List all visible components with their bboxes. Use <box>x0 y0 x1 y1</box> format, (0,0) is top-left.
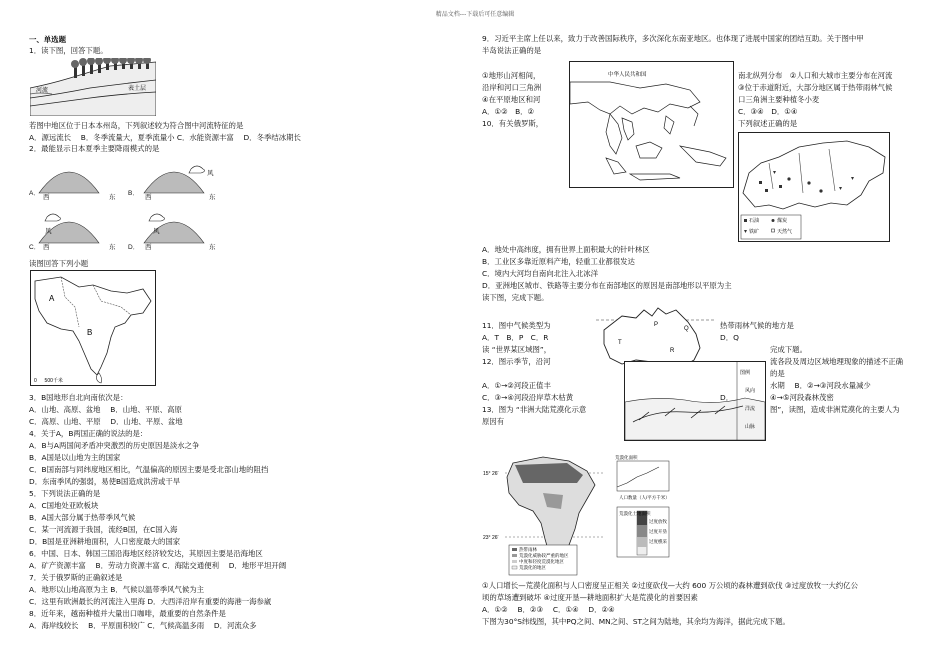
af-bar-legend-1: 过度放牧 <box>649 519 667 524</box>
af-legend-0: 热带雨林 <box>519 547 537 552</box>
q12-opt-d-label: D． <box>720 393 734 402</box>
q12-legend-current: 洋流 <box>745 406 756 412</box>
q2-c-west: 西 <box>43 244 50 251</box>
q12-legend-title: 图例 <box>740 370 751 376</box>
q4-opt-b: B．A国是以山地为主的国家 <box>29 453 121 462</box>
q9-choices-a: A．①② B．② <box>482 107 535 116</box>
q12-legend-wind: 风向 <box>745 388 756 394</box>
se-map-title: 中华人民共和国 <box>608 72 647 78</box>
q12-opt-c: C．③→④河段沿岸草木枯黄 <box>482 393 574 402</box>
q2-d-west: 西 <box>145 244 152 251</box>
q5-opt-a: A．C国地处亚欧板块 <box>29 501 99 510</box>
q5-opt-b: B．A国大部分属于热带季风气候 <box>29 513 136 522</box>
q9-opt-2b: ③位于赤道附近，大部分地区属于热带雨林气候 <box>738 83 893 92</box>
q10-stem: 10．有关俄罗斯， <box>482 119 544 128</box>
q4-opt-d: D．东南季风的强弱，易使B国造成洪涝或干旱 <box>29 477 181 486</box>
q8-options: A．海岸线较长 B．平原面积较广 C．气候高温多雨 D．河流众多 <box>29 621 257 630</box>
ru-legend-1: 煤炭 <box>777 218 788 224</box>
ru-legend-3: 天然气 <box>777 229 793 235</box>
af-bar-legend-0: 荒漠化土地面积 <box>619 511 651 516</box>
q10-opt-b: B．工业区多靠近原料产地，轻重工业都很发达 <box>482 257 635 266</box>
map-label-b: B <box>87 328 93 337</box>
q8-stem: 8．近年来，越南种植并大量出口咖啡，最重要的自然条件是 <box>29 609 226 618</box>
map-label-a: A <box>49 294 55 303</box>
q9-opt-3b: 口三角洲主要种植冬小麦 <box>738 95 820 104</box>
af-lat-1: 15° 26′ <box>483 471 499 477</box>
q2-b-wind: 风 <box>207 170 214 177</box>
aus-label-t: T <box>618 340 622 346</box>
q12-stem-c: 的是 <box>770 369 785 378</box>
q4-stem: 4．关于A，B两国正确的说法的是： <box>29 429 148 438</box>
q2-a-west: 西 <box>43 194 50 201</box>
latitude-question: 下图为30°S纬线图，其中PQ之间、MN之间、ST之间为陆地，其余均为海洋，据此完成下题。 <box>482 617 790 626</box>
q7-opt-ab: A．地形以山地高原为主 B．气候以温带季风气候为主 <box>29 585 205 594</box>
q11-choices: A．T B．P C．R <box>482 333 549 342</box>
q12-opt-d: ④→⑤河段森林茂密 <box>770 393 834 402</box>
af-bar-legend-3: 过度樵采 <box>649 539 667 544</box>
region-river-map <box>624 361 766 441</box>
q13-stem-b: 图”，读图，造成非洲荒漠化的主要人为 <box>770 405 900 414</box>
q4-opt-a: A．B与A两国间矛盾冲突激烈的历史原因是淡水之争 <box>29 441 200 450</box>
q2-c-wind: 风 <box>45 228 52 235</box>
q9-opt-2: 沿岸和河口三角洲 <box>482 83 542 92</box>
q2-b-label: B． <box>128 190 139 197</box>
page-header: 精品文档---下载后可任意编辑 <box>435 11 515 18</box>
af-chart-title: 荒漠化面积 <box>615 455 638 460</box>
q12-opt-a: A．①→②河段正值丰 <box>482 381 551 390</box>
q13-opt-line-1: ①人口增长—荒漠化面积与人口密度呈正相关 ②过度砍伐—大约 600 万公顷的森林遭到砍伐 ③过度放牧一大约亿公 <box>482 581 858 590</box>
q12-legend-mountain: 山脉 <box>745 424 756 430</box>
q11-stem-b: 热带雨林气候的地方是 <box>720 321 794 330</box>
q12-opt-a2: 水期 B．②→③河段水量减少 <box>770 381 871 390</box>
q13-choices: A．①② B．②③ C．①④ D．②④ <box>482 605 615 614</box>
q12-stem-b: 流各段及周边区域地理现象的描述不正确 <box>770 357 904 366</box>
q9-opt-1b: 南北纵列分布 ②人口和大城市主要分布在河流 <box>738 71 893 80</box>
q7-stem: 7．关于俄罗斯的正确叙述是 <box>29 573 123 582</box>
q5-opt-c: C．某一河流源于我国，流经B国，在C国入海 <box>29 525 178 534</box>
q2-d-label: D． <box>128 244 140 251</box>
q2-b-east: 东 <box>209 194 216 201</box>
q2-a-east: 东 <box>109 194 116 201</box>
q6-options: A．矿产资源丰富 B．劳动力资源丰富 C．海陆交通便利 D．地形平坦开阔 <box>29 561 287 570</box>
q5-opt-d: D．B国是亚洲耕地面积，人口密度最大的国家 <box>29 537 181 546</box>
af-legend-1: 荒漠化威胁较严重的地区 <box>519 553 569 558</box>
q1-river-label: 河流 <box>36 88 49 94</box>
q11-stem: 11．图中气候类型为 <box>482 321 551 330</box>
af-lat-2: 23° 26′ <box>483 535 499 541</box>
read-map-instruction: 读下图，完成下题。 <box>482 293 549 302</box>
q12-stem: 12．图示季节，沿河 <box>482 357 551 366</box>
q3-opt-cd: C．高原、山地、平原 D．山地、平原、盆地 <box>29 417 183 426</box>
q1-soil-label: 表土层 <box>128 86 147 92</box>
section-title: 一、单选题 <box>29 35 66 44</box>
q10-opt-a: A．地处中高纬度，拥有世界上面积最大的针叶林区 <box>482 245 650 254</box>
read2-instruction-b: 完成下题。 <box>770 345 807 354</box>
aus-label-r: R <box>670 348 675 354</box>
ru-legend-2: 铁矿 <box>749 229 760 235</box>
q10-opt-c: C．境内大河均自南向北注入北冰洋 <box>482 269 599 278</box>
q2-d-east: 东 <box>209 244 216 251</box>
q2-c-label: C． <box>29 244 41 251</box>
af-legend-3: 荒漠化的地区 <box>519 565 546 570</box>
q1-stem: 1．读下图，回答下题。 <box>29 46 108 55</box>
q9-stem-1: 9．习近平主席上任以来，致力于改善国际秩序，多次深化东南亚地区。也体现了进展中国家的团结互助。关于图中甲 <box>482 34 864 43</box>
af-chart-x: 人口数量（人/平方千米） <box>619 495 670 500</box>
ru-legend-0: 石油 <box>749 218 760 224</box>
russia-map <box>738 132 890 242</box>
q13-stem-c: 原因有 <box>482 417 505 426</box>
q2-stem: 2．最能显示日本夏季主要降雨模式的是 <box>29 144 160 153</box>
aus-label-q: Q <box>684 326 689 332</box>
q5-stem: 5．下列说法正确的是 <box>29 489 101 498</box>
q10-stem-b: 下列叙述正确的是 <box>738 119 798 128</box>
af-bar-legend-2: 过度开垦 <box>649 529 667 534</box>
q6-stem: 6．中国、日本、韩国三国沿海地区经济较发达，其原因主要是沿海地区 <box>29 549 263 558</box>
southeast-asia-map <box>569 61 734 188</box>
q2-d-wind: 风 <box>153 228 160 235</box>
q3-opt-ab: A．山地、高原、盆地 B．山地、平原、高原 <box>29 405 182 414</box>
q9-opt-3: ④在平原地区和河 <box>482 95 541 104</box>
q1-options: A．源远流长 B．冬季流量大，夏季流量小 C．水能资源丰富 D．冬季结冰期长 <box>29 133 301 142</box>
q2-c-east: 东 <box>109 244 116 251</box>
q2-b-west: 西 <box>145 194 152 201</box>
africa-desertification-figure <box>483 453 673 577</box>
read2-instruction: 读 “世界某区域图”， <box>482 345 552 354</box>
south-asia-map <box>30 270 156 386</box>
map-scale: 0 500千米 <box>34 378 63 384</box>
q3-stem: 3．B国地形自北向南依次是： <box>29 393 128 402</box>
q4-opt-c: C．B国南部与同纬度地区相比，气温偏高的原因主要是受北部山地的阻挡 <box>29 465 269 474</box>
q13-stem: 13．图为 “非洲大陆荒漠化示意 <box>482 405 587 414</box>
q10-opt-d: D．亚洲地区城市、铁路等主要分布在南部地区的原因是南部地形以平原为主 <box>482 281 732 290</box>
q9-choices-c: C．③④ D．①④ <box>738 107 798 116</box>
aus-label-p: P <box>654 322 659 328</box>
q11-choice-d: D．Q <box>720 333 739 342</box>
q9-stem-2: 半岛说法正确的是 <box>482 46 542 55</box>
af-legend-2: 中度和轻度荒漠化地区 <box>519 559 564 564</box>
q13-opt-line-2: 顷的草场遭到破坏 ④过度开垦—耕地面积扩大是荒漠化的首要因素 <box>482 593 698 602</box>
q7-opt-cd: C．这里有欧洲最长的河流注入里海 D．大西洋沿岸有重要的海港一海参崴 <box>29 597 272 606</box>
q2-a-label: A． <box>29 190 40 197</box>
q1-terrain-figure <box>30 58 156 116</box>
read-instruction: 读图回答下列小题 <box>29 259 89 268</box>
q2-rain-figure <box>29 155 229 251</box>
q1-text: 若图中地区位于日本本州岛，下列叙述较为符合图中河流特征的是 <box>29 121 244 130</box>
q9-opt-1: ①地形山河相间， <box>482 71 541 80</box>
